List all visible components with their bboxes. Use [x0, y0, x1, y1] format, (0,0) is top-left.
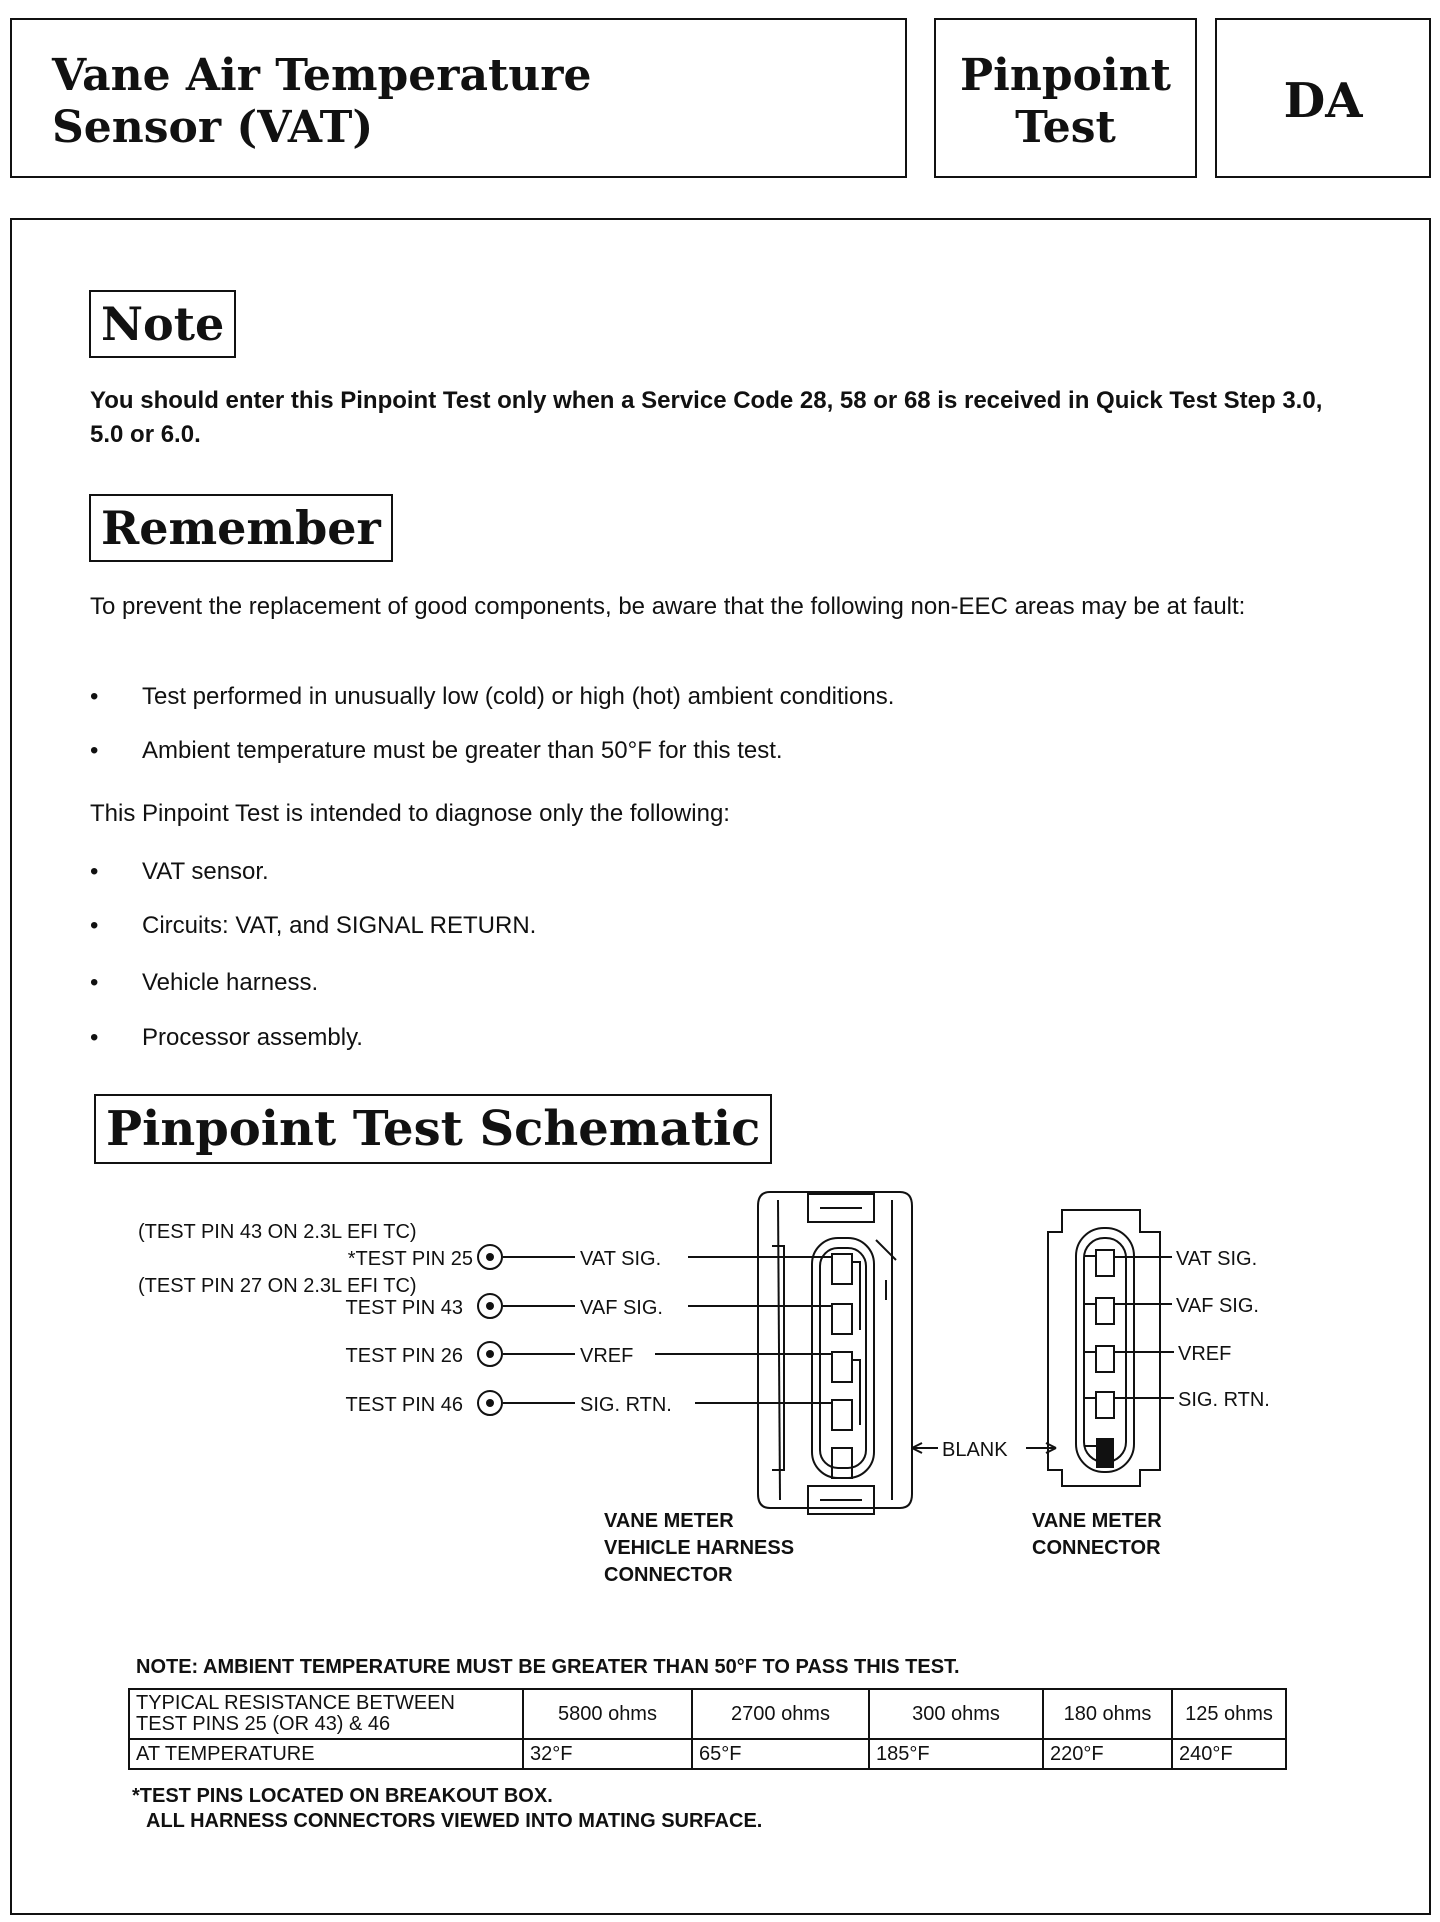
blank-arrow-left	[912, 1443, 938, 1453]
test-pin-label: TEST PIN 46	[345, 1394, 463, 1416]
table-cell: 2700 ohms	[692, 1689, 869, 1739]
note-text: You should enter this Pinpoint Test only when a Service Code 28, 58 or 68 is received in Quick Test Step 3.0, 5.0 or 6.0.	[90, 387, 1323, 448]
signal-label: VREF	[580, 1345, 634, 1367]
meter-signal-label: VREF	[1178, 1343, 1232, 1365]
table-cell: 300 ohms	[869, 1689, 1043, 1739]
table-cell: 65°F	[692, 1739, 869, 1769]
table-cell: 5800 ohms	[523, 1689, 692, 1739]
test-pin-label: TEST PIN 26	[345, 1345, 463, 1367]
meter-signal-label: VAT SIG.	[1176, 1248, 1258, 1270]
bullet-glyph: •	[90, 969, 99, 996]
meter-terminal	[1096, 1392, 1114, 1418]
table-cell: 125 ohms	[1172, 1689, 1286, 1739]
meter-signal-label: SIG. RTN.	[1178, 1389, 1270, 1411]
pin-note-mid: (TEST PIN 27 ON 2.3L EFI TC)	[138, 1275, 417, 1297]
signal-label: VAF SIG.	[580, 1297, 663, 1319]
table-cell-label: TYPICAL RESISTANCE BETWEEN TEST PINS 25 (OR 43) & 46	[129, 1689, 523, 1739]
harness-terminal	[832, 1448, 852, 1478]
meter-blank-terminal	[1096, 1438, 1114, 1468]
blank-arrow-right	[1026, 1443, 1056, 1453]
diagnose-text: Processor assembly.	[142, 1024, 363, 1051]
harness-connector-body	[758, 1192, 912, 1508]
test-pin-dot	[486, 1253, 494, 1261]
harness-connector-caption: VANE METER VEHICLE HARNESS CONNECTOR	[604, 1510, 795, 1586]
pin-note-top: (TEST PIN 43 ON 2.3L EFI TC)	[138, 1221, 417, 1243]
condition-text: Test performed in unusually low (cold) or high (hot) ambient conditions.	[142, 683, 895, 710]
table-cell-label: AT TEMPERATURE	[129, 1739, 523, 1769]
signal-label: SIG. RTN.	[580, 1394, 672, 1416]
meter-terminal	[1096, 1298, 1114, 1324]
harness-terminal	[832, 1352, 852, 1382]
bullet-glyph: •	[90, 683, 99, 710]
remember-intro: To prevent the replacement of good components, be aware that the following non-EEC areas may be at fault:	[90, 593, 1246, 620]
table-cell: 180 ohms	[1043, 1689, 1172, 1739]
title-line-2: Sensor (VAT)	[52, 102, 374, 153]
test-pin-dot	[486, 1302, 494, 1310]
pinpoint-line-2: Test	[1015, 102, 1116, 153]
meter-terminal	[1096, 1346, 1114, 1372]
test-pin-label: TEST PIN 43	[345, 1297, 463, 1319]
table-row	[129, 1739, 1286, 1769]
signal-label: VAT SIG.	[580, 1248, 662, 1270]
diagnose-text: VAT sensor.	[142, 858, 269, 885]
harness-inner-cavity	[812, 1238, 874, 1478]
meter-connector-caption: VANE METER CONNECTOR	[1032, 1510, 1162, 1559]
harness-terminal	[832, 1304, 852, 1334]
meter-terminal	[1096, 1250, 1114, 1276]
pinpoint-line-1: Pinpoint	[960, 50, 1171, 101]
condition-text: Ambient temperature must be greater than 50°F for this test.	[142, 737, 783, 764]
harness-terminal	[832, 1400, 852, 1430]
bullet-glyph: •	[90, 858, 99, 885]
note-heading: Note	[89, 290, 236, 358]
test-code: DA	[1283, 73, 1363, 129]
bullet-glyph: •	[90, 1024, 99, 1051]
table-cell: 220°F	[1043, 1739, 1172, 1769]
bullet-glyph: •	[90, 737, 99, 764]
meter-signal-label: VAF SIG.	[1176, 1295, 1259, 1317]
test-pin-label: *TEST PIN 25	[347, 1248, 473, 1270]
resistance-table	[128, 1688, 1287, 1770]
table-cell: 240°F	[1172, 1739, 1286, 1769]
bullet-glyph: •	[90, 912, 99, 939]
footnote-breakout-box: *TEST PINS LOCATED ON BREAKOUT BOX.	[132, 1785, 553, 1807]
table-row	[129, 1689, 1286, 1739]
table-cell: 32°F	[523, 1739, 692, 1769]
harness-terminal	[832, 1254, 852, 1284]
schematic-heading: Pinpoint Test Schematic	[94, 1094, 772, 1164]
diagnose-intro: This Pinpoint Test is intended to diagnose only the following:	[90, 800, 730, 827]
test-pin-dot	[486, 1350, 494, 1358]
table-cell: 185°F	[869, 1739, 1043, 1769]
footnote-viewing: ALL HARNESS CONNECTORS VIEWED INTO MATING SURFACE.	[146, 1810, 763, 1832]
ambient-note: NOTE: AMBIENT TEMPERATURE MUST BE GREATER THAN 50°F TO PASS THIS TEST.	[136, 1656, 960, 1678]
diagnose-text: Vehicle harness.	[142, 969, 319, 996]
title-line-1: Vane Air Temperature	[52, 50, 592, 101]
diagnose-text: Circuits: VAT, and SIGNAL RETURN.	[142, 912, 537, 939]
blank-label: BLANK	[942, 1439, 1008, 1461]
test-pin-dot	[486, 1399, 494, 1407]
remember-heading: Remember	[89, 494, 393, 562]
